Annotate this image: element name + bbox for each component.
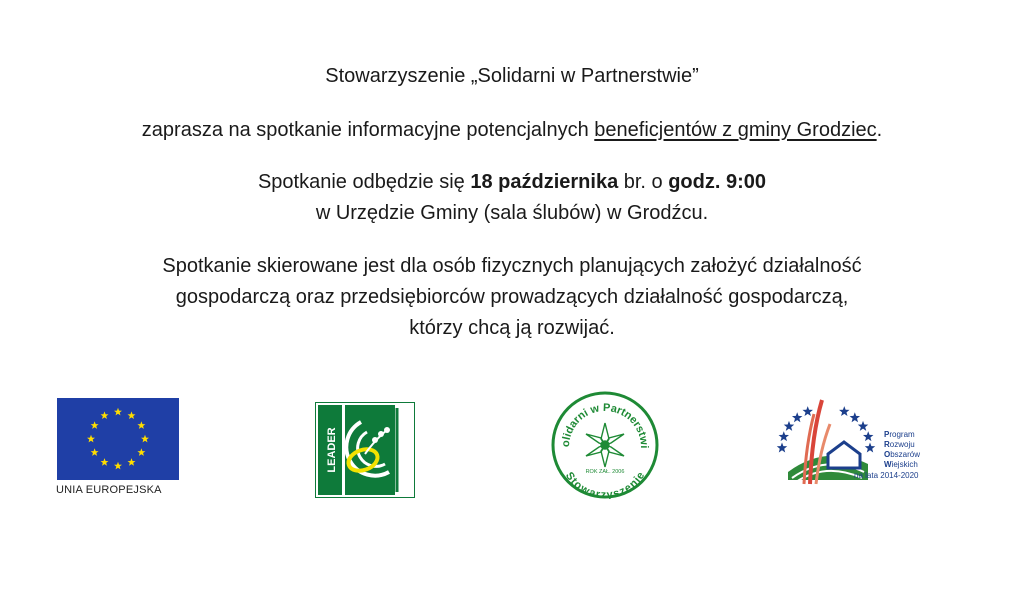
meeting-place: w Urzędzie Gminy (sala ślubów) w Grodźcu. [315, 202, 709, 224]
prow-star-icon [850, 412, 860, 422]
meeting-time-line: Spotkanie odbędzie się 18 października br. o godz. 9:00 [257, 171, 767, 193]
prow-years: na lata 2014-2020 [854, 471, 919, 480]
audience-line-2: gospodarczą oraz przedsiębiorców prowadzących działalność gospodarczą, [175, 286, 849, 308]
meeting-hour: godz. 9:00 [668, 171, 767, 193]
seal-top-text: olidarni w Partnerstwi [559, 401, 651, 449]
leader-text: LEADER [326, 427, 338, 473]
leader-icon [315, 402, 415, 498]
prow-star-icon [858, 421, 868, 431]
seal-bottom-text: Stowarzyszenie [562, 469, 648, 499]
prow-text: Program Rozwoju Obszarów Wiejskich [884, 430, 921, 469]
meeting-date: 18 października [470, 171, 619, 193]
seal-year: ROK ZAŁ. 2006 [585, 469, 625, 475]
association-name: Stowarzyszenie „Solidarni w Partnerstwie” [325, 65, 699, 87]
prow-star-icon [784, 421, 794, 431]
beneficiaries-link: beneficjentów z gminy Grodziec [594, 119, 877, 141]
eu-logo [57, 398, 179, 485]
prow-star-icon [779, 431, 789, 441]
eu-flag-icon [57, 398, 179, 480]
invite-line: zaprasza na spotkanie informacyjne potencjalnych beneficjentów z gminy Grodziec. [141, 119, 883, 141]
prow-star-icon [802, 406, 812, 416]
prow-star-icon [865, 443, 875, 453]
edelweiss-seal-icon [551, 391, 659, 499]
leader-logo [315, 402, 415, 503]
prow-star-icon [777, 443, 787, 453]
prow-star-icon [792, 412, 802, 422]
prow-star-icon [863, 431, 873, 441]
eu-caption: UNIA EUROPEJSKA [56, 484, 162, 496]
prow-star-icon [839, 406, 849, 416]
audience-line-3: którzy chcą ją rozwijać. [409, 317, 615, 339]
solidarni-logo [551, 391, 659, 504]
audience-line-1: Spotkanie skierowane jest dla osób fizycznych planujących założyć działalność [162, 255, 862, 277]
